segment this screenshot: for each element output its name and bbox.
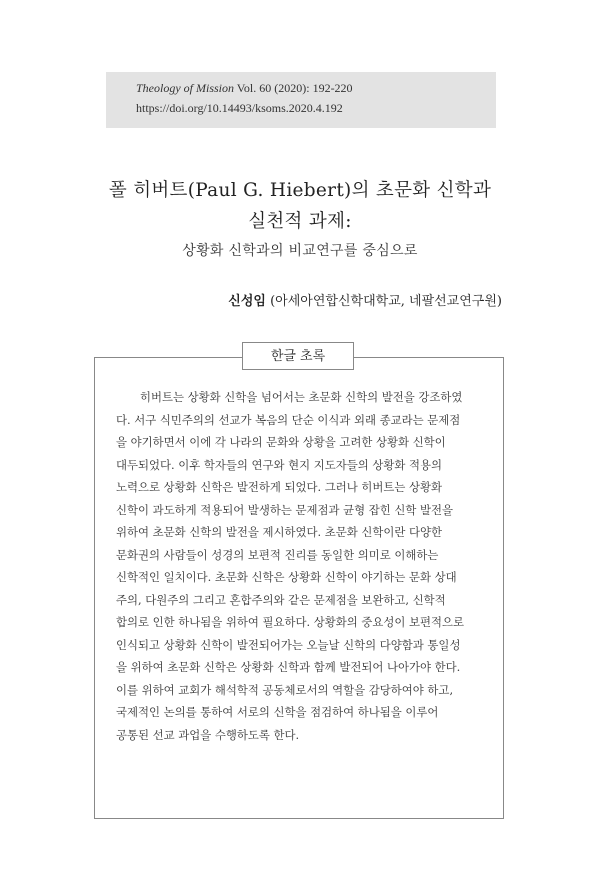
journal-volume: Vol. 60 (2020): 192-220 [234, 81, 353, 95]
abstract-line: 공통된 선교 과업을 수행하도록 한다. [116, 727, 300, 742]
abstract-line: 인식되고 상황화 신학이 발전되어가는 오늘날 신학의 다양함과 통일성 [116, 637, 461, 652]
abstract-line: 히버트는 상황화 신학을 넘어서는 초문화 신학의 발전을 강조하였 [140, 390, 463, 404]
abstract-heading: 한글 초록 [242, 342, 354, 370]
abstract-line: 대두되었다. 이후 학자들의 연구와 현지 지도자들의 상황화 적용의 [116, 457, 443, 472]
abstract-line: 국제적인 논의를 통하여 서로의 신학을 점검하여 하나됨을 이루어 [116, 705, 439, 719]
paper-title-line-2: 실천적 과제: [248, 211, 352, 232]
paper-subtitle: 상황화 신학과의 비교연구를 중심으로 [182, 243, 418, 259]
abstract-line: 신학적인 일치이다. 초문화 신학은 상황화 신학이 야기하는 문화 상대 [116, 570, 457, 584]
author-line [228, 290, 502, 309]
doi-link[interactable]: https://doi.org/10.14493/ksoms.2020.4.192 [136, 101, 343, 115]
abstract-line: 이를 위하여 교회가 해석학적 공동체로서의 역할을 감당하여야 하고, [116, 682, 454, 697]
author-affiliation: (아세아연합신학대학교, 네팔선교연구원) [270, 294, 502, 309]
abstract-line: 신학이 과도하게 적용되어 발생하는 문제점과 균형 잡힌 신학 발전을 [116, 502, 454, 517]
abstract-line: 을 위하여 초문화 신학은 상황화 신학과 함께 발전되어 나아가야 한다. [116, 660, 461, 674]
abstract-body [116, 386, 486, 746]
abstract-line: 을 야기하면서 이에 각 나라의 문화와 상황을 고려한 상황화 신학이 [116, 435, 446, 449]
abstract-line: 다. 서구 식민주의의 선교가 복음의 단순 이식과 외래 종교라는 문제점 [116, 412, 461, 427]
author-name: 신성임 [228, 294, 266, 309]
abstract-line: 주의, 다원주의 그리고 혼합주의와 같은 문제점을 보완하고, 신학적 [116, 592, 446, 607]
abstract-line: 노력으로 상황화 신학은 발전하게 되었다. 그러나 히버트는 상황화 [116, 480, 443, 494]
journal-name: Theology of Mission [136, 81, 234, 95]
abstract-line: 합의로 인한 하나됨을 위하여 필요하다. 상황화의 중요성이 보편적으로 [116, 615, 465, 629]
paper-title-line-1: 폴 히버트(Paul G. Hiebert)의 초문화 신학과 [108, 180, 492, 201]
abstract-line: 위하여 초문화 신학의 발전을 제시하였다. 초문화 신학이란 다양한 [116, 525, 443, 539]
journal-citation [136, 81, 353, 96]
abstract-line: 문화권의 사람들이 성경의 보편적 진리를 동일한 의미로 이해하는 [116, 547, 439, 562]
